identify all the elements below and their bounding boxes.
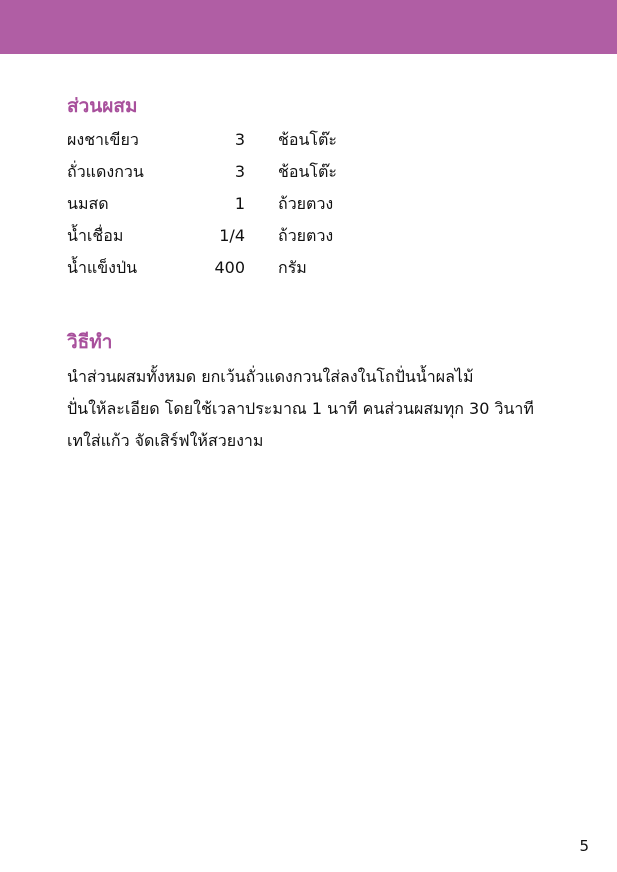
ingredient-unit: ช้อนโต๊ะ <box>278 162 337 181</box>
ingredient-quantity: 1 <box>234 194 245 213</box>
ingredient-name: ผงชาเขียว <box>67 130 139 149</box>
ingredient-list <box>67 124 387 284</box>
ingredients-heading: ส่วนผสม <box>67 95 138 117</box>
header-band <box>0 0 617 54</box>
ingredient-unit: กรัม <box>278 258 307 277</box>
method-heading: วิธีทำ <box>67 331 113 353</box>
ingredient-name: ถั่วแดงกวน <box>67 162 144 181</box>
ingredient-quantity: 3 <box>234 162 245 181</box>
ingredient-row <box>67 124 387 156</box>
ingredient-unit: ช้อนโต๊ะ <box>278 130 337 149</box>
ingredient-quantity: 1/4 <box>219 226 245 245</box>
ingredient-name: น้ำแข็งป่น <box>67 258 138 277</box>
ingredient-quantity: 3 <box>234 130 245 149</box>
method-steps <box>67 361 587 457</box>
ingredient-unit: ถ้วยตวง <box>278 226 334 245</box>
method-line: ปั่นให้ละเอียด โดยใช้เวลาประมาณ 1 นาที คนส่วนผสมทุก 30 วินาที <box>67 399 534 418</box>
page-number: 5 <box>579 837 589 855</box>
ingredient-name: น้ำเชื่อม <box>67 226 124 245</box>
ingredient-unit: ถ้วยตวง <box>278 194 334 213</box>
ingredient-row <box>67 252 387 284</box>
ingredient-row <box>67 220 387 252</box>
ingredient-name: นมสด <box>67 194 109 213</box>
ingredient-row <box>67 188 387 220</box>
method-line: เทใส่แก้ว จัดเสิร์ฟให้สวยงาม <box>67 431 264 450</box>
method-line: นำส่วนผสมทั้งหมด ยกเว้นถั่วแดงกวนใส่ลงในโถปั่นน้ำผลไม้ <box>67 367 474 386</box>
ingredient-quantity: 400 <box>214 258 245 277</box>
ingredient-row <box>67 156 387 188</box>
